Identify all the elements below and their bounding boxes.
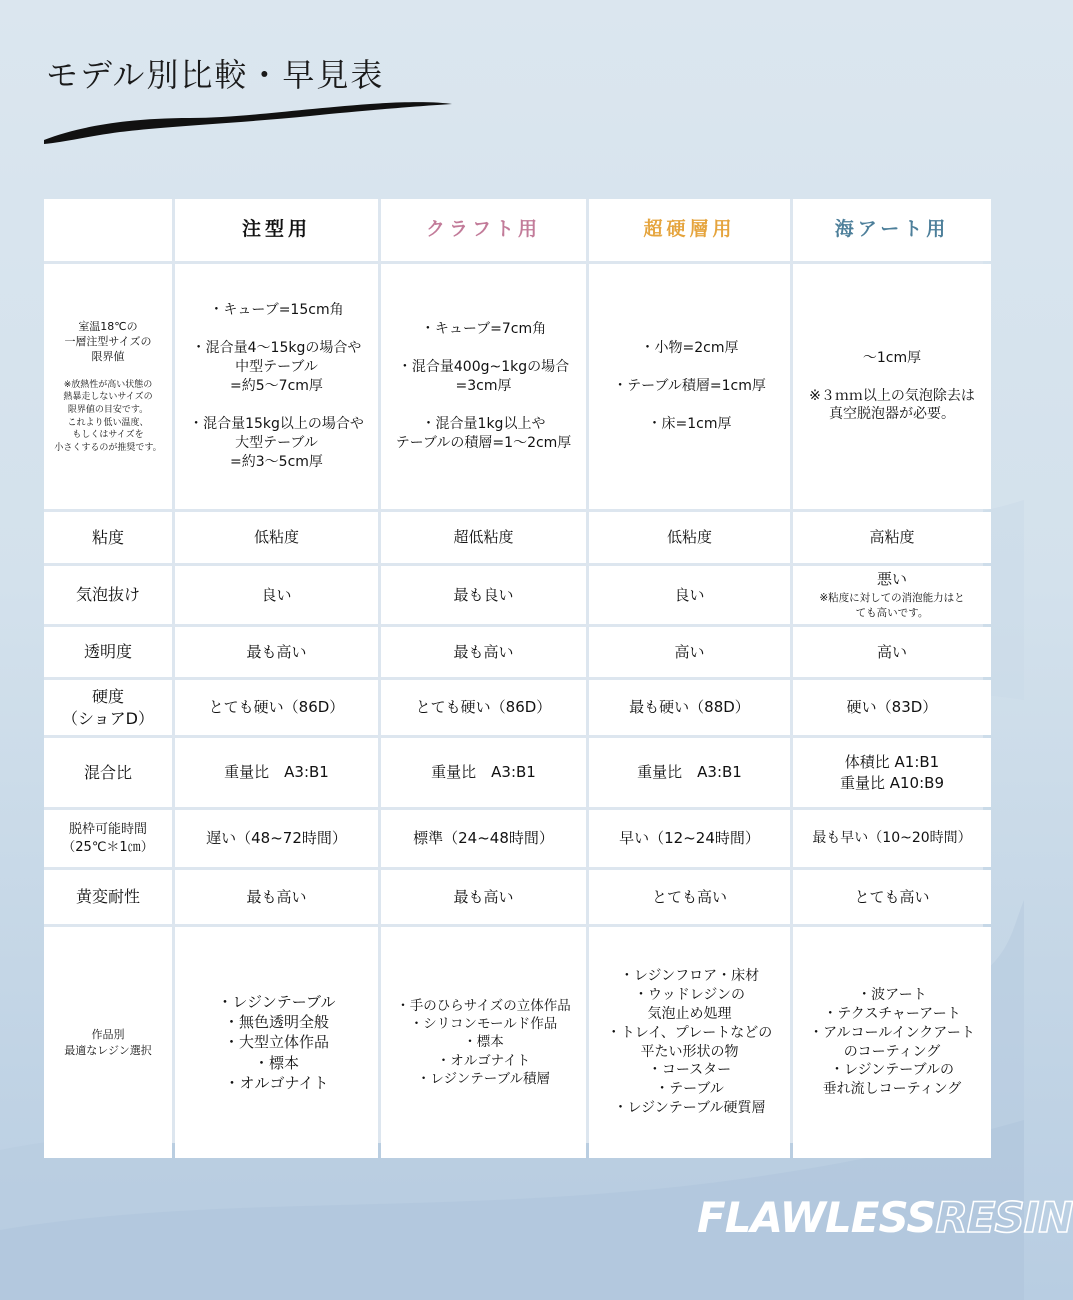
- table-cell: とても高い: [793, 870, 991, 924]
- table-cell: 最も高い: [381, 870, 586, 924]
- row-header-demold-time: 脱枠可能時間 （25℃＊1㎝）: [44, 810, 172, 867]
- table-cell: ・波アート ・テクスチャーアート ・アルコールインクアート のコーティング ・レジンテーブルの 垂れ流しコーティング: [793, 927, 991, 1158]
- table-cell: 標準（24~48時間）: [381, 810, 586, 867]
- table-cell: 超低粘度: [381, 512, 586, 563]
- table-cell: ・小物=2cm厚 ・テーブル積層=1cm厚 ・床=1cm厚: [589, 264, 790, 509]
- row-header-best-use: 作品別 最適なレジン選択: [44, 927, 172, 1158]
- logo-text-flawless: FLAWLESS: [697, 1193, 936, 1242]
- logo-text-resin: RESIN: [935, 1193, 1073, 1242]
- table-cell: ・手のひらサイズの立体作品 ・シリコンモールド作品 ・標本 ・オルゴナイト ・レジンテーブル積層: [381, 927, 586, 1158]
- header-craft: クラフト用: [381, 199, 586, 261]
- header-umi: 海アート用: [793, 199, 991, 261]
- table-cell: 低粘度: [589, 512, 790, 563]
- cell-value: 悪い: [876, 569, 907, 588]
- table-cell: 硬い（83D）: [793, 680, 991, 735]
- flawlessresin-logo: [697, 1193, 1073, 1242]
- row-label: 室温18℃の 一層注型サイズの 限界値: [64, 319, 152, 364]
- header-chuukei: 注型用: [175, 199, 378, 261]
- table-cell: ・レジンテーブル ・無色透明全般 ・大型立体作品 ・標本 ・オルゴナイト: [175, 927, 378, 1158]
- table-cell: 最も硬い（88D）: [589, 680, 790, 735]
- table-cell: 最も早い（10~20時間）: [793, 810, 991, 867]
- table-cell: 最も高い: [175, 870, 378, 924]
- table-cell: 早い（12~24時間）: [589, 810, 790, 867]
- table-cell: ・キューブ=15cm角 ・混合量4～15kgの場合や 中型テーブル =約5～7cm厚 ・混合量15kg以上の場合や 大型テーブル =約3～5cm厚: [175, 264, 378, 509]
- table-cell: 高い: [793, 627, 991, 677]
- row-header-viscosity: 粘度: [44, 512, 172, 563]
- page-title: モデル別比較・早見表: [46, 56, 385, 94]
- table-cell: 遅い（48~72時間）: [175, 810, 378, 867]
- table-cell: 最も高い: [381, 627, 586, 677]
- row-header-mix-ratio: 混合比: [44, 738, 172, 807]
- corner-cell: [44, 199, 172, 261]
- row-header-hardness: 硬度 （ショアD）: [44, 680, 172, 735]
- table-cell: ・キューブ=7cm角 ・混合量400g~1kgの場合 =3cm厚 ・混合量1kg以上や テーブルの積層=1～2cm厚: [381, 264, 586, 509]
- table-cell: とても硬い（86D）: [175, 680, 378, 735]
- table-cell: とても硬い（86D）: [381, 680, 586, 735]
- table-cell: [793, 566, 991, 624]
- row-note: ※放熱性が高い状態の 熱暴走しないサイズの 限界値の目安です。 これより低い温度、 もしくはサイズを 小さくするのが推奨です。: [54, 379, 162, 453]
- comparison-table: [44, 199, 983, 1143]
- brush-stroke-decoration: [40, 96, 460, 156]
- table-cell: 低粘度: [175, 512, 378, 563]
- row-header-bubble-release: 気泡抜け: [44, 566, 172, 624]
- table-cell: 重量比 A3:B1: [381, 738, 586, 807]
- row-header-size-limit: [44, 264, 172, 509]
- table-cell: 良い: [175, 566, 378, 624]
- table-cell: 最も高い: [175, 627, 378, 677]
- table-cell: 高い: [589, 627, 790, 677]
- table-cell: 重量比 A3:B1: [589, 738, 790, 807]
- row-header-transparency: 透明度: [44, 627, 172, 677]
- cell-note: ※粘度に対しての消泡能力はと ても高いです。: [819, 591, 965, 620]
- row-header-yellowing-resistance: 黄変耐性: [44, 870, 172, 924]
- table-cell: 良い: [589, 566, 790, 624]
- table-cell: 高粘度: [793, 512, 991, 563]
- table-cell: とても高い: [589, 870, 790, 924]
- table-cell: 最も良い: [381, 566, 586, 624]
- table-cell: 体積比 A1:B1 重量比 A10:B9: [793, 738, 991, 807]
- table-cell: ・レジンフロア・床材 ・ウッドレジンの 気泡止め処理 ・トレイ、プレートなどの 平たい形状の物 ・コースター ・テーブル ・レジンテーブル硬質層: [589, 927, 790, 1158]
- table-cell: ～1cm厚 ※３ｍｍ以上の気泡除去は 真空脱泡器が必要。: [793, 264, 991, 509]
- header-choukou: 超硬層用: [589, 199, 790, 261]
- table-cell: 重量比 A3:B1: [175, 738, 378, 807]
